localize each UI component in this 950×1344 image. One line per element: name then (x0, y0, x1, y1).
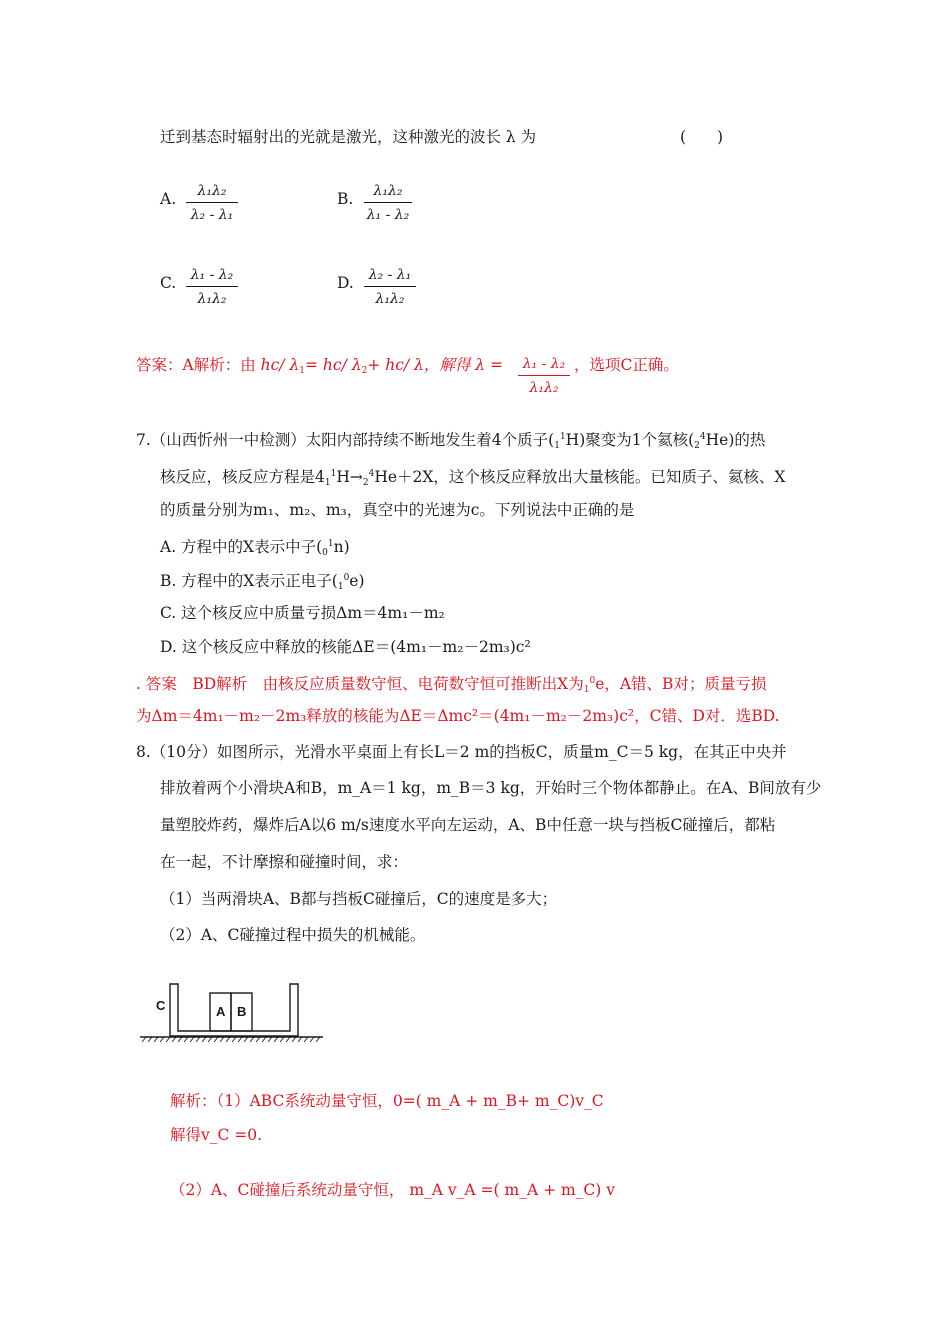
q6-eq-part-b: = hc/ λ (305, 356, 362, 374)
q7-line-1-c: He)的热 (705, 431, 766, 449)
q6-option-d-label: D. (337, 274, 354, 292)
q7-line-2-a: 核反应，核反应方程是4 (160, 468, 325, 486)
q7-line-2: 核反应，核反应方程是$4_1^1H\to_2^4He+2X$，这个核反应释放出大量核能。已知质子、氦核、X (160, 468, 786, 488)
fraction-numerator: λ₁λ₂ (197, 183, 227, 199)
fraction-numerator: λ₁λ₂ (373, 183, 403, 199)
q6-eq-part-a: hc/ λ (260, 356, 300, 374)
q6-option-c-label: C. (160, 274, 177, 292)
q7-answer-text: . 答案 BD解析 由核反应质量数守恒、电荷数守恒可推断出X为 (136, 675, 584, 693)
fraction-denominator: λ₁λ₂ (375, 291, 405, 307)
q7-line-2-c: He＋2X，这个核反应释放出大量核能。已知质子、氦核、X (374, 468, 786, 486)
q6-option-c-fraction (186, 266, 238, 308)
q7-option-a: A. 方程中的X表示中子$(_0^1n)$ (160, 538, 350, 558)
q7-option-b: B. 方程中的X表示正电子$(_1^0e)$ (160, 572, 365, 592)
board-c-shape (170, 984, 298, 1036)
q7-answer-line-1: . 答案 BD解析 由核反应质量数守恒、电荷数守恒可推断出X为$_1^0$e，A错、B对；质量亏损 (136, 675, 767, 695)
label-c: C (156, 998, 166, 1013)
fraction-numerator: λ₁ - λ₂ (522, 356, 566, 372)
q6-eq-sub-b: 2 (361, 366, 368, 376)
q8-line-2: 排放着两个小滑块A和B，m_A＝1 kg，m_B＝3 kg，开始时三个物体都静止。在A、B间放有少 (160, 779, 822, 797)
q6-option-a-label: A. (160, 190, 177, 208)
fraction-denominator: λ₁λ₂ (197, 291, 227, 307)
q7-answer-tail: e，A错、B对；质量亏损 (595, 675, 767, 693)
q8-subquestion-2: （2）A、C碰撞过程中损失的机械能。 (160, 926, 426, 944)
q7-option-c: C. 这个核反应中质量亏损Δm＝4m₁－m₂ (160, 604, 445, 622)
q6-eq-part-c: + hc/ λ，解得 λ = (367, 356, 504, 374)
q7-line-1: 7.（山西忻州一中检测）太阳内部持续不断地发生着4个质子$(_1^1H)$聚变为1个氦核$(_2^4He)$的热 (136, 431, 766, 451)
q8-line-1: 8.（10分）如图所示，光滑水平桌面上有长L＝2 m的挡板C，质量m_C＝5 kg，在其正中央并 (136, 743, 787, 761)
fraction-numerator: λ₂ - λ₁ (368, 267, 412, 283)
q6-answer (136, 355, 503, 381)
q8-solution-line-3: （2）A、C碰撞后系统动量守恒， m_A v_A =( m_A + m_C) v (170, 1181, 616, 1199)
q6-option-b-label: B. (337, 190, 354, 208)
fraction-numerator: λ₁ - λ₂ (190, 267, 234, 283)
label-b: B (237, 1004, 247, 1019)
q7-line-3: 的质量分别为m₁、m₂、m₃，真空中的光速为c。下列说法中正确的是 (160, 501, 635, 519)
q6-answer-suffix: ，选项C正确。 (574, 356, 679, 374)
q7-option-a-text: A. 方程中的X表示中子( (160, 538, 323, 556)
label-a: A (216, 1004, 226, 1019)
q7-option-d: D. 这个核反应中释放的核能ΔE＝(4m₁－m₂－2m₃)c² (160, 638, 531, 656)
q7-option-a-tail: n) (333, 538, 350, 556)
q6-option-b-fraction (364, 182, 412, 224)
q6-answer-fraction (518, 355, 570, 397)
q7-option-b-tail: e) (349, 572, 365, 590)
q7-line-1-b: H)聚变为1个氦核( (565, 431, 695, 449)
q8-line-3: 量塑胶炸药，爆炸后A以6 m/s速度水平向左运动，A、B中任意一块与挡板C碰撞后，都粘 (160, 816, 776, 834)
q8-solution-line-1: 解析：（1）ABC系统动量守恒，0=( m_A + m_B+ m_C)v_C (170, 1092, 604, 1110)
q8-subquestion-1: （1）当两滑块A、B都与挡板C碰撞后，C的速度是多大； (160, 890, 558, 908)
q6-answer-prefix: 答案：A解析：由 (136, 356, 256, 374)
q6-answer-paren: ( ) (680, 128, 724, 146)
q6-intro: 迁到基态时辐射出的光就是激光，这种激光的波长 λ 为 (160, 128, 537, 146)
q7-answer-line-2: 为Δm＝4m₁－m₂－2m₃释放的核能为ΔE＝Δmc²＝(4m₁－m₂－2m₃)c²，C错、D对．选BD. (136, 707, 780, 725)
q7-option-b-text: B. 方程中的X表示正电子( (160, 572, 338, 590)
q8-line-4: 在一起，不计摩擦和碰撞时间，求： (160, 853, 409, 871)
q8-figure (140, 980, 340, 1045)
q7-line-1-a: 7.（山西忻州一中检测）太阳内部持续不断地发生着4个质子( (136, 431, 555, 449)
fraction-denominator: λ₂ - λ₁ (190, 207, 234, 223)
fraction-denominator: λ₁λ₂ (529, 380, 559, 396)
fraction-denominator: λ₁ - λ₂ (366, 207, 410, 223)
ground-hatching (142, 1037, 320, 1042)
q6-option-a-fraction (186, 182, 238, 224)
q6-option-d-fraction (364, 266, 416, 308)
q7-line-2-b: H→ (336, 468, 363, 486)
q8-solution-line-2: 解得v_C =0. (170, 1126, 263, 1144)
q6-eq-sub-a: 1 (299, 366, 306, 376)
